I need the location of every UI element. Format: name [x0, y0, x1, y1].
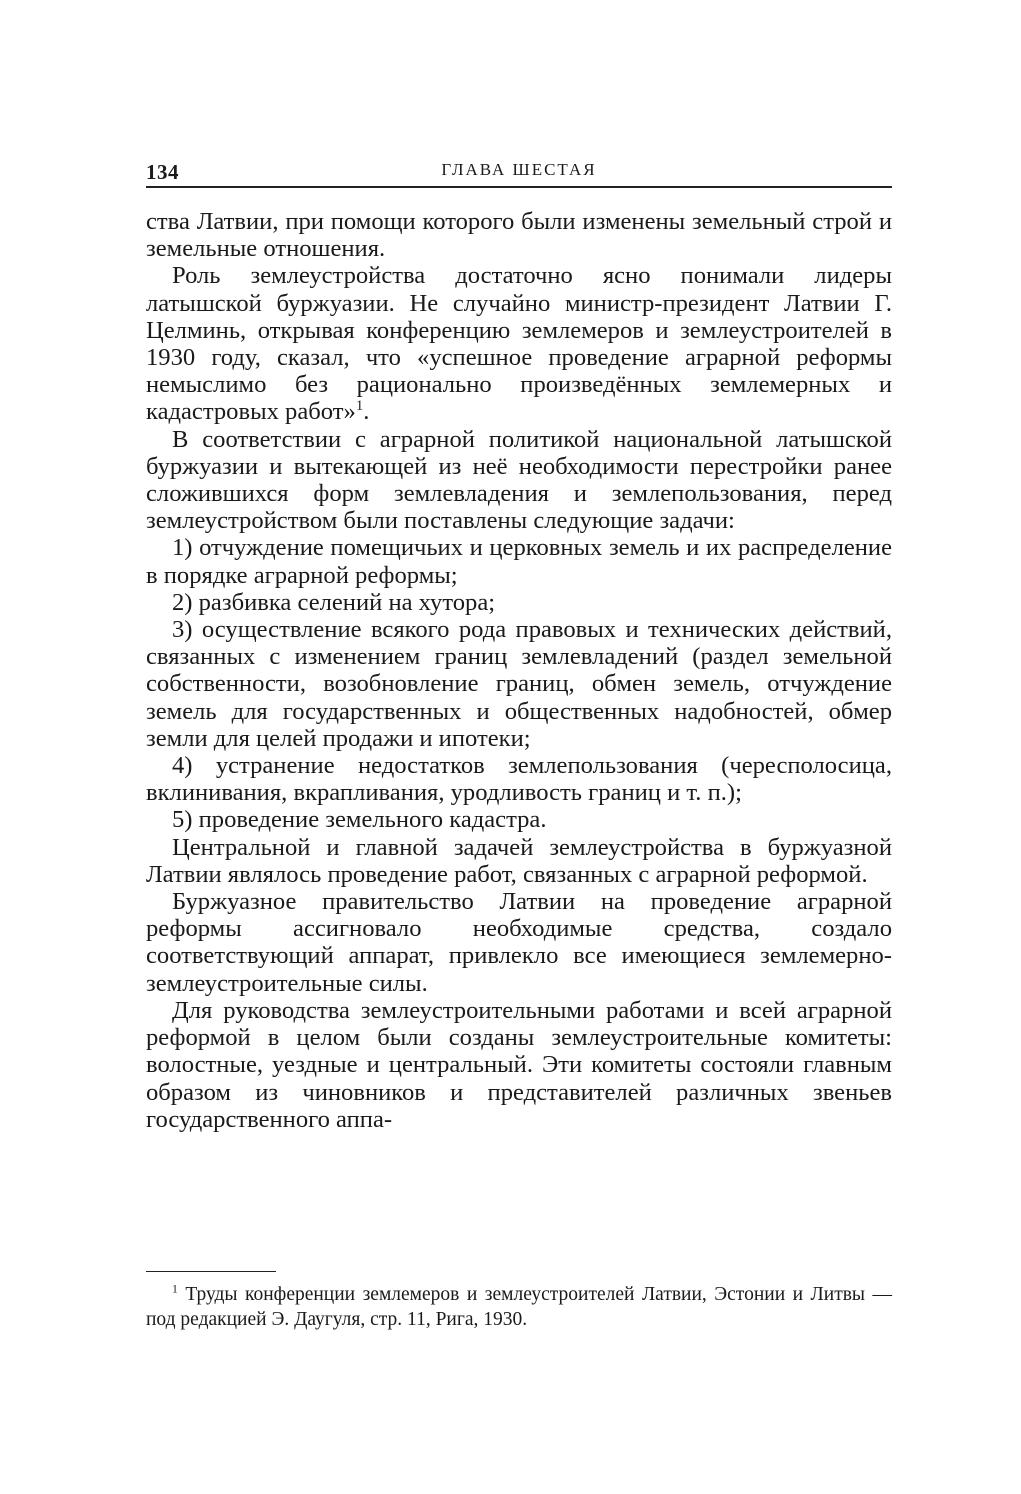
list-item: 5) проведение земельного кадастра. — [172, 806, 547, 834]
footnote-text: Труды конференции землемеров и землеустроителей Латвии, Эстонии и Литвы — под редакцией Э. Даугуля, стр. 11, Рига, 1930. — [146, 1284, 892, 1330]
footnote-marker: 1 — [172, 1282, 178, 1296]
list-item: 1) отчуждение помещичьих и церковных земель и их распределение в порядке аграрной реформы; — [146, 534, 892, 589]
paragraph: В соответствии с аграрной политикой национальной латышской буржуазии и вытекающей из неё необходимости перестройки ранее сложившихся форм землевладения и землепользования, перед землеустройством были поставлены следующие задачи: — [146, 425, 892, 535]
paragraph — [146, 262, 892, 425]
paragraph: Центральной и главной задачей землеустройства в буржуазной Латвии являлось проведение работ, связанных с аграрной реформой. — [146, 833, 892, 888]
footnote — [146, 1282, 892, 1332]
body-text — [146, 208, 892, 1133]
paragraph-end: . — [363, 398, 370, 426]
paragraph: Буржуазное правительство Латвии на проведение аграрной реформы ассигновало необходимые средства, создало соответствующий аппарат, привлекло все имеющиеся землемерно-землеустроительные силы. — [146, 888, 892, 997]
header-rule — [146, 186, 892, 188]
paragraph-text: Роль землеустройства достаточно ясно понимали лидеры латышской буржуазии. Не случайно министр-президент Латвии Г. Целминь, открывая конференцию землемеров и землеустроителей в 1930 году, сказал, что «успешное проведение аграрной реформы немыслимо без рационально произведённых землемерных и кадастровых работ» — [146, 262, 892, 426]
running-head: ГЛАВА ШЕСТАЯ — [441, 160, 597, 179]
footnote-reference: 1 — [355, 398, 364, 415]
list-item: 3) осуществление всякого рода правовых и технических действий, связанных с изменением границ землевладений (раздел земельной собственности, возобновление границ, обмен земель, отчуждение земель для государственных и общественных надобностей, обмер земли для целей продажи и ипотеки; — [146, 616, 892, 752]
page-header — [146, 158, 892, 186]
footnote-rule — [146, 1271, 276, 1272]
paragraph: Для руководства землеустроительными работами и всей аграрной реформой в целом были созданы землеустроительные комитеты: волостные, уездные и центральный. Эти комитеты состояли главным образом из чиновников и представителей различных звеньев государственного аппа- — [146, 996, 892, 1133]
list-item: 2) разбивка селений на хутора; — [172, 588, 496, 616]
paragraph-continuation: ства Латвии, при помощи которого были изменены земельный строй и земельные отношения. — [146, 208, 892, 263]
list-item: 4) устранение недостатков землепользования (чересполосица, вклинивания, вкрапливания, уродливость границ и т. п.); — [146, 752, 892, 807]
page-number: 134 — [146, 160, 179, 184]
